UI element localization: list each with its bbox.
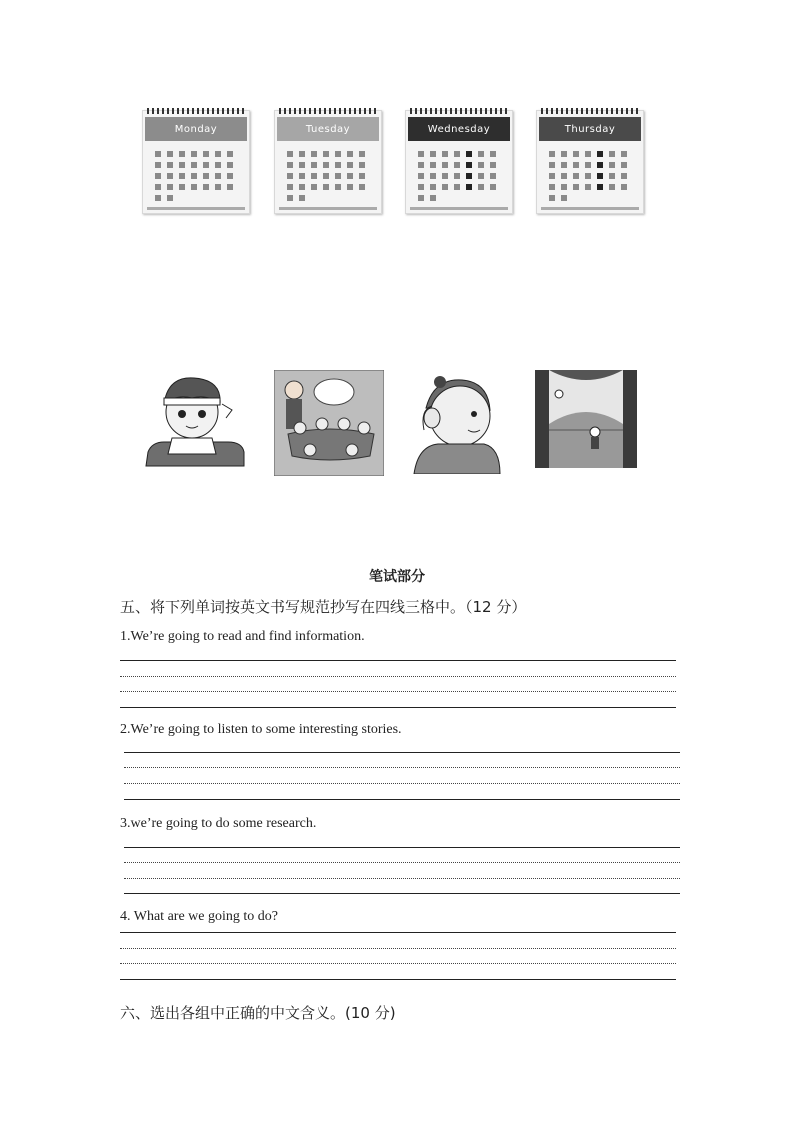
calendar-grid (287, 151, 371, 203)
calendar-date-square (430, 173, 436, 179)
calendar-date-square (335, 184, 341, 190)
calendar-date-square (323, 151, 329, 157)
calendar-date-square (203, 184, 209, 190)
calendar-date-square (311, 162, 317, 168)
calendar-date-square (573, 151, 579, 157)
calendar-date-square (585, 151, 591, 157)
calendar-day-label: Thursday (564, 123, 616, 135)
calendar-grid (418, 151, 502, 203)
calendar-rings (410, 108, 508, 114)
calendar-grid (155, 151, 239, 203)
calendar-date-square (167, 151, 173, 157)
calendar-date-square (454, 173, 460, 179)
calendar-date-square (311, 184, 317, 190)
calendar-date-square (311, 151, 317, 157)
calendar-day-label: Wednesday (427, 123, 491, 135)
writing-lines-1 (120, 660, 676, 708)
calendar-date-square (287, 195, 293, 201)
calendar-date-square (323, 162, 329, 168)
calendar-date-square (621, 173, 627, 179)
calendar-date-square (359, 151, 365, 157)
calendar-date-square (561, 184, 567, 190)
calendar-date-square (597, 151, 603, 157)
calendar-date-square (155, 151, 161, 157)
calendar-date-square (490, 162, 496, 168)
calendar-base (541, 207, 639, 210)
calendar-date-square (549, 151, 555, 157)
calendar-day-label: Tuesday (305, 123, 351, 135)
calendar-date-square (167, 195, 173, 201)
calendar-date-square (418, 173, 424, 179)
writing-lines-3 (124, 847, 680, 895)
calendar-date-square (430, 162, 436, 168)
calendar-date-square (573, 162, 579, 168)
reading-girl-picture (142, 370, 248, 474)
calendar-date-square (299, 195, 305, 201)
calendar-date-square (323, 184, 329, 190)
question-3: 3.we’re going to do some research. (120, 816, 317, 831)
calendar-date-square (179, 173, 185, 179)
calendar-date-square (561, 173, 567, 179)
calendar-date-square (430, 184, 436, 190)
calendar-header (539, 117, 641, 141)
calendar-date-square (466, 184, 472, 190)
calendar-date-square (490, 184, 496, 190)
calendar-date-square (549, 173, 555, 179)
question-2: 2.We’re going to listen to some interesting stories. (120, 722, 402, 737)
calendar-date-square (478, 173, 484, 179)
calendar-base (410, 207, 508, 210)
calendar-date-square (585, 184, 591, 190)
calendar-date-square (430, 151, 436, 157)
calendar-header (145, 117, 247, 141)
calendar-wednesday (405, 110, 513, 214)
calendar-date-square (167, 184, 173, 190)
calendar-date-square (347, 173, 353, 179)
calendar-date-square (549, 195, 555, 201)
calendar-date-square (597, 173, 603, 179)
calendar-date-square (191, 184, 197, 190)
calendar-date-square (167, 173, 173, 179)
calendar-date-square (179, 151, 185, 157)
calendar-date-square (203, 151, 209, 157)
calendar-header (408, 117, 510, 141)
calendar-date-square (287, 173, 293, 179)
calendar-date-square (442, 162, 448, 168)
calendar-date-square (466, 162, 472, 168)
calendar-date-square (155, 173, 161, 179)
calendar-date-square (299, 184, 305, 190)
calendar-date-square (215, 151, 221, 157)
calendar-date-square (227, 162, 233, 168)
calendar-date-square (561, 195, 567, 201)
calendar-date-square (347, 162, 353, 168)
calendar-base (279, 207, 377, 210)
calendar-date-square (287, 162, 293, 168)
calendar-date-square (227, 184, 233, 190)
theater-stage-picture (535, 370, 637, 468)
calendar-date-square (418, 151, 424, 157)
calendar-date-square (155, 195, 161, 201)
calendar-day-label: Monday (174, 123, 218, 135)
section6-heading: 六、选出各组中正确的中文含义。(10 分) (120, 1004, 396, 1022)
calendar-rings (541, 108, 639, 114)
calendar-date-square (335, 162, 341, 168)
calendar-date-square (490, 151, 496, 157)
calendar-rings (279, 108, 377, 114)
calendar-date-square (549, 162, 555, 168)
section-title: 笔试部分 (369, 569, 425, 585)
class-group-picture (274, 370, 384, 476)
calendar-date-square (609, 184, 615, 190)
listening-girl-picture (404, 370, 514, 474)
calendar-date-square (299, 173, 305, 179)
calendar-date-square (215, 184, 221, 190)
calendar-date-square (167, 162, 173, 168)
calendar-date-square (478, 184, 484, 190)
calendar-date-square (335, 151, 341, 157)
calendar-date-square (621, 151, 627, 157)
writing-lines-2 (124, 752, 680, 800)
calendar-date-square (442, 173, 448, 179)
calendar-date-square (287, 151, 293, 157)
calendar-date-square (609, 151, 615, 157)
calendar-date-square (609, 162, 615, 168)
calendar-date-square (359, 162, 365, 168)
calendar-date-square (490, 173, 496, 179)
calendar-date-square (299, 151, 305, 157)
calendar-date-square (179, 184, 185, 190)
calendar-base (147, 207, 245, 210)
calendar-date-square (621, 162, 627, 168)
calendar-date-square (549, 184, 555, 190)
calendar-date-square (597, 184, 603, 190)
calendar-date-square (561, 162, 567, 168)
calendar-date-square (621, 184, 627, 190)
calendar-date-square (215, 173, 221, 179)
calendar-date-square (299, 162, 305, 168)
section5-heading: 五、将下列单词按英文书写规范抄写在四线三格中。（12 分） (120, 598, 527, 616)
calendar-date-square (478, 162, 484, 168)
calendar-date-square (203, 162, 209, 168)
calendar-date-square (561, 151, 567, 157)
calendar-date-square (311, 173, 317, 179)
calendar-date-square (597, 162, 603, 168)
calendar-date-square (454, 184, 460, 190)
calendar-date-square (203, 173, 209, 179)
calendar-date-square (215, 162, 221, 168)
calendar-date-square (442, 151, 448, 157)
calendar-date-square (609, 173, 615, 179)
calendar-tuesday (274, 110, 382, 214)
calendar-date-square (335, 173, 341, 179)
calendar-date-square (191, 151, 197, 157)
calendar-date-square (585, 162, 591, 168)
calendar-date-square (287, 184, 293, 190)
calendar-date-square (359, 184, 365, 190)
calendar-date-square (323, 173, 329, 179)
calendar-date-square (227, 173, 233, 179)
calendar-header (277, 117, 379, 141)
calendar-date-square (418, 162, 424, 168)
calendar-date-square (418, 195, 424, 201)
calendar-date-square (418, 184, 424, 190)
calendar-date-square (454, 162, 460, 168)
calendar-date-square (454, 151, 460, 157)
calendar-date-square (573, 173, 579, 179)
calendar-date-square (466, 173, 472, 179)
calendar-monday (142, 110, 250, 214)
calendar-date-square (155, 162, 161, 168)
question-1: 1.We’re going to read and find information. (120, 629, 365, 644)
calendar-date-square (359, 173, 365, 179)
calendar-date-square (179, 162, 185, 168)
calendar-date-square (155, 184, 161, 190)
calendar-date-square (466, 151, 472, 157)
calendar-thursday (536, 110, 644, 214)
calendar-date-square (347, 184, 353, 190)
writing-lines-4 (120, 932, 676, 980)
calendar-date-square (478, 151, 484, 157)
calendar-date-square (347, 151, 353, 157)
calendar-date-square (227, 151, 233, 157)
calendar-grid (549, 151, 633, 203)
calendar-date-square (585, 173, 591, 179)
calendar-rings (147, 108, 245, 114)
calendar-date-square (442, 184, 448, 190)
calendar-date-square (191, 173, 197, 179)
calendar-date-square (573, 184, 579, 190)
calendar-date-square (430, 195, 436, 201)
calendar-date-square (191, 162, 197, 168)
question-4: 4. What are we going to do? (120, 909, 278, 924)
